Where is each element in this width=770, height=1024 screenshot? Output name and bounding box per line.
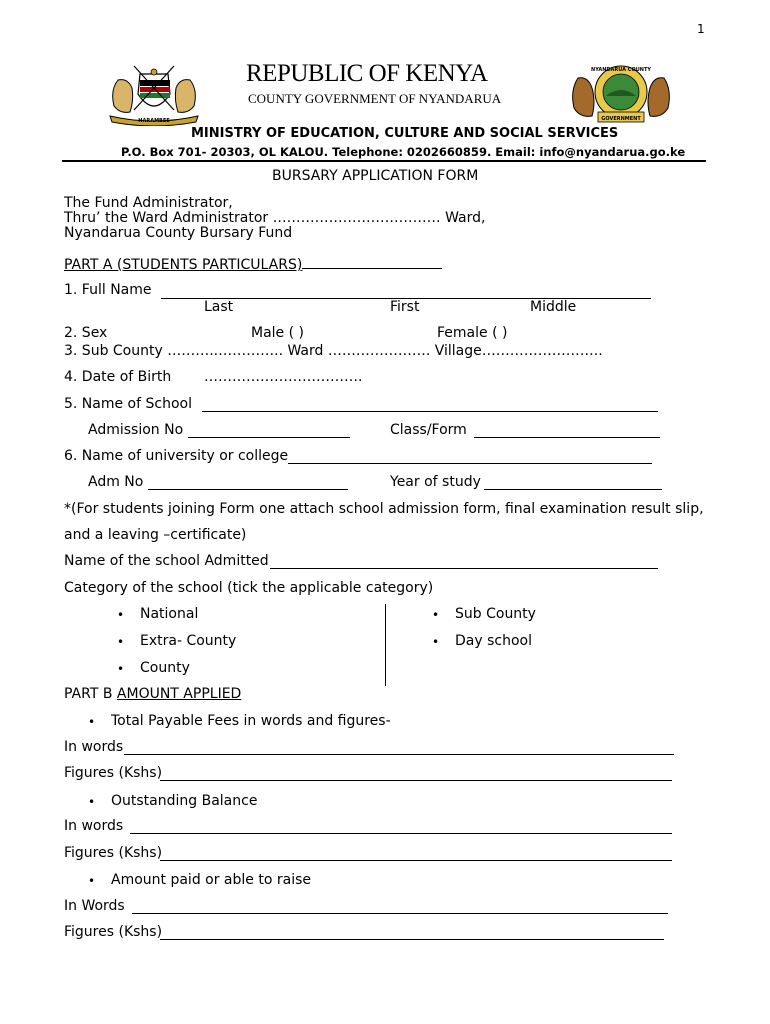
school-name-field[interactable] <box>202 411 658 412</box>
fees-figures-label: Figures (Kshs) <box>64 765 163 781</box>
school-name-label: 5. Name of School <box>64 396 192 412</box>
full-name-last-caption: Last <box>204 299 234 315</box>
admission-no-field[interactable] <box>188 437 350 438</box>
university-label: 6. Name of university or college <box>64 448 289 464</box>
part-b-heading <box>64 686 241 702</box>
address-line-2: Thru’ the Ward Administrator ……………………………… Ward, <box>64 210 486 226</box>
dob-field[interactable]: ……………………………. <box>204 369 363 385</box>
full-name-first-caption: First <box>390 299 420 315</box>
school-admitted-label: Name of the school Admitted <box>64 553 269 569</box>
full-name-middle-caption: Middle <box>530 299 577 315</box>
raise-heading: Amount paid or able to raise <box>111 872 311 888</box>
outstanding-words-field[interactable] <box>130 833 672 834</box>
raise-words-field[interactable] <box>132 913 668 914</box>
bullet-icon: • <box>432 635 440 649</box>
outstanding-heading: Outstanding Balance <box>111 793 258 809</box>
category-option-extra-county[interactable]: Extra- County <box>140 633 237 649</box>
bullet-icon: • <box>117 635 125 649</box>
fees-heading: Total Payable Fees in words and figures- <box>111 713 391 729</box>
ministry-name: MINISTRY OF EDUCATION, CULTURE AND SOCIAL SERVICES <box>191 126 619 141</box>
header-divider <box>62 160 706 162</box>
left-seal-motto: HARAMBEE <box>138 118 170 124</box>
outstanding-words-label: In words <box>64 818 124 834</box>
bullet-icon: • <box>88 715 96 729</box>
raise-figures-label: Figures (Kshs) <box>64 924 163 940</box>
category-heading: Category of the school (tick the applicable category) <box>64 580 434 596</box>
full-name-label: 1. Full Name <box>64 282 152 298</box>
bullet-icon: • <box>432 608 440 622</box>
address-line-1: The Fund Administrator, <box>64 195 233 211</box>
category-column-divider <box>385 604 386 686</box>
category-option-county[interactable]: County <box>140 660 190 676</box>
adm-no-field[interactable] <box>148 489 348 490</box>
part-b-heading-prefix: PART B <box>64 686 113 702</box>
school-admitted-field[interactable] <box>270 568 658 569</box>
university-field[interactable] <box>288 463 652 464</box>
right-seal-bottom-text: GOVERNMENT <box>601 116 641 122</box>
sex-male-option[interactable]: Male ( ) <box>251 325 304 341</box>
form-title: BURSARY APPLICATION FORM <box>272 168 479 184</box>
sex-female-option[interactable]: Female ( ) <box>437 325 508 341</box>
admission-no-label: Admission No <box>88 422 184 438</box>
part-a-heading-text: PART A (STUDENTS PARTICULARS) <box>64 257 303 273</box>
sex-label: 2. Sex <box>64 325 108 341</box>
nyandarua-county-logo-icon <box>566 60 676 126</box>
location-line[interactable]: 3. Sub County ………..………….. Ward …………………. Village…………………….. <box>64 343 603 359</box>
fees-words-label: In words <box>64 739 124 755</box>
fees-words-field[interactable] <box>124 754 674 755</box>
bullet-icon: • <box>88 874 96 888</box>
part-b-heading-label: AMOUNT APPLIED <box>116 686 242 702</box>
right-seal-top-text: NYANDARUA COUNTY <box>591 67 651 73</box>
year-of-study-field[interactable] <box>484 489 662 490</box>
outstanding-figures-label: Figures (Kshs) <box>64 845 163 861</box>
part-a-heading-rule <box>302 256 442 269</box>
kenya-coat-of-arms-icon <box>100 60 208 126</box>
form-one-note-line-1: *(For students joining Form one attach school admission form, final examination result slip, <box>64 501 704 517</box>
category-option-sub-county[interactable]: Sub County <box>455 606 536 622</box>
category-option-day-school[interactable]: Day school <box>455 633 532 649</box>
page-number: 1 <box>697 22 705 36</box>
raise-words-label: In Words <box>64 898 125 914</box>
bullet-icon: • <box>117 608 125 622</box>
adm-no-label: Adm No <box>88 474 144 490</box>
header-title: REPUBLIC OF KENYA <box>246 60 488 87</box>
bullet-icon: • <box>117 662 125 676</box>
year-of-study-label: Year of study <box>390 474 481 490</box>
category-option-national[interactable]: National <box>140 606 199 622</box>
dob-label: 4. Date of Birth <box>64 369 172 385</box>
raise-figures-field[interactable] <box>160 939 664 940</box>
fees-figures-field[interactable] <box>160 780 672 781</box>
address-line-3: Nyandarua County Bursary Fund <box>64 225 293 241</box>
bullet-icon: • <box>88 795 96 809</box>
header-subtitle: COUNTY GOVERNMENT OF NYANDARUA <box>248 91 502 106</box>
part-a-heading <box>64 256 442 273</box>
class-form-label: Class/Form <box>390 422 467 438</box>
form-one-note-line-2: and a leaving –certificate) <box>64 527 247 543</box>
class-form-field[interactable] <box>474 437 660 438</box>
contact-line: P.O. Box 701- 20303, OL KALOU. Telephone: 0202660859. Email: info@nyandarua.go.ke <box>121 145 686 159</box>
outstanding-figures-field[interactable] <box>160 860 672 861</box>
